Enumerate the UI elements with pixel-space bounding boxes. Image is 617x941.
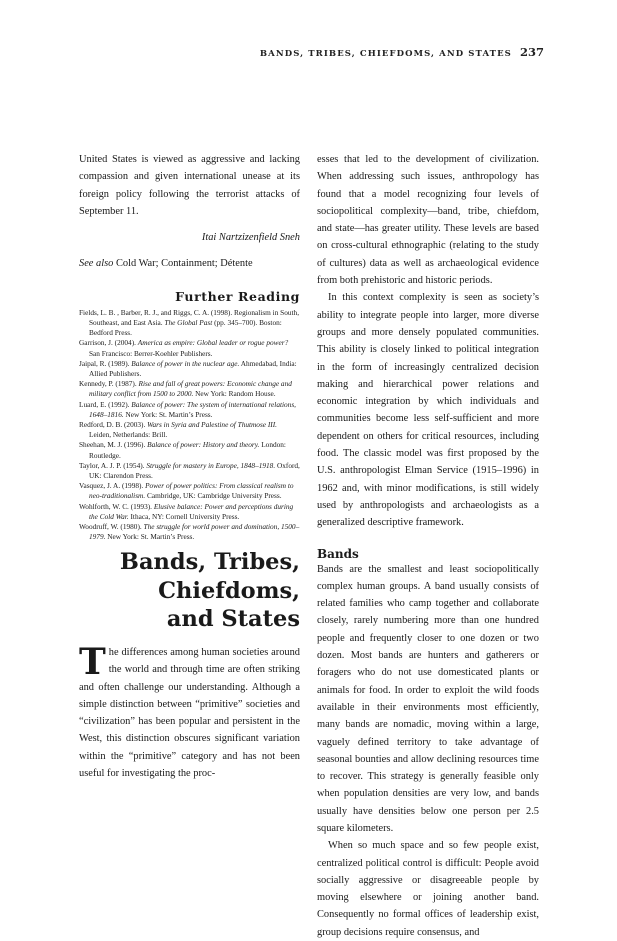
section-heading-bands: Bands [317,546,359,561]
reference-title: Wars in Syria and Palestine of Thutmose III. [147,420,277,430]
reference-authors: Jaipal, R. (1989). [79,358,132,368]
reference-publisher: San Francisco: Berrer-Koehler Publishers. [89,348,213,358]
reference-title: Balance of power: The system of international relations, 1648–1816. [89,399,296,419]
reference-entry [79,379,300,399]
article-title [79,548,300,634]
reference-title: The struggle for world power and domination, 1500–1979. [89,522,300,542]
reference-publisher: (pp. 345–700). Boston: Bedford Press. [89,317,282,338]
reference-publisher: London: Routledge. [89,440,286,460]
reference-title: Rise and fall of great powers: Economic change and military conflict from 1500 to 2000. [89,379,292,399]
body-paragraph: When so much space and so few people exist, centralized political control is difficult: People avoid socially aggressive or disagreeable people by moving elsewhere or joining another band. Consequently no formal offices of leadership exist, group decisions require consensus, and [317,840,539,938]
running-header [260,45,544,59]
intro-paragraph [79,641,300,782]
reference-authors: Kennedy, P. (1987). [79,379,139,389]
reference-title: The Global Past [164,317,213,327]
body-paragraph: In this context complexity is seen as society’s ability to integrate people into larger, more diverse groups and more densely populated communities. This ability is closely linked to political integration in the form of increasingly centralized decision making and hierarchical power relations and economic integration by which individuals and communities become less self-sufficient and more dependent on others for critical resources, including food. The classic model was first proposed by the U.S. anthropologist Elman Service (1915–1996) in 1962 and, with minor modifications, is still widely used by anthropologists and archaeologists as a generalized descriptive framework. [317,292,539,529]
title-line: Chiefdoms, [158,577,300,604]
reference-publisher: Ithaca, NY: Cornell University Press. [128,511,240,521]
reference-publisher: Cambridge, UK: Cambridge University Press. [145,491,282,501]
drop-cap: T [79,641,106,683]
reference-entry [79,400,300,420]
see-also-label: See also [79,258,114,270]
further-reading-title: Further Reading [175,288,300,304]
reference-publisher: Oxford, UK: Clarendon Press. [89,460,300,481]
left-column [79,151,300,542]
title-line: Bands, Tribes, [119,549,300,575]
reference-publisher: Leiden, Netherlands: Brill. [89,430,168,440]
further-reading-list [79,308,300,543]
page-number: 237 [519,45,544,59]
reference-entry [79,522,300,542]
reference-entry [79,308,300,339]
reference-authors: Taylor, A. J. P. (1954). [79,460,147,470]
reference-entry [79,502,300,522]
reference-authors: Wohlforth, W. C. (1993). [79,501,154,511]
reference-publisher: Ahmedabad, India: Allied Publishers. [89,358,297,378]
reference-authors: Fields, L. B. , Barber, R. J., and Riggs, C. A. (1998). Regionalism in South, Southeast, and East Asia. [79,307,300,327]
reference-entry [79,338,300,358]
running-title: BANDS, TRIBES, CHIEFDOMS, AND STATES [259,49,512,59]
body-paragraph: Bands are the smallest and least sociopolitically complex human groups. A band usually consists of related families who camp together and collaborate closely, rarely numbering more than one hundred people and frequently closer to one dozen or two dozen. Most bands are hunters and gatherers or foragers who do not use domesticated plants or animals for food. In order to exploit the wild foods available in their environments most efficiently, many bands are nomadic, moving within a large, vaguely defined territory to take advantage of seasonal bounties and allow declining resources time to recover. This strategy is generally feasible only when population densities are very low, and bands usually have densities below one person per 2.5 square kilometers. [317,563,539,834]
reference-entry [79,420,300,440]
reference-title: Elusive balance: Power and perceptions during the Cold War. [89,501,294,521]
body-paragraph: esses that led to the development of civilization. When addressing such issues, anthropology has found that a model recognizing four levels of sociopolitical complexity—band, tribe, chiefdom, and state—has greater utility. These levels are based on cross-cultural ethnographic (relating to the study of cultures) data as well as archaeological evidence from both prehistoric and historic periods. [317,154,539,287]
see-also-links: Cold War; Containment; Détente [115,258,253,270]
title-line: and States [166,606,300,632]
reference-publisher: New York: St. Martin’s Press. [123,409,213,419]
reference-title: Struggle for mastery in Europe, 1848–1918. [146,460,276,470]
right-column [317,151,539,941]
reference-entry [79,481,300,501]
reference-entry [79,440,300,460]
reference-authors: Redford, D. B. (2003). [79,420,148,430]
reference-authors: Luard, E. (1992). [79,399,132,409]
reference-publisher: New York: St. Martin’s Press. [105,532,195,542]
reference-authors: Vasquez, J. A. (1998). [79,481,146,491]
reference-authors: Sheehan, M. J. (1996). [79,440,148,450]
see-also [79,255,300,272]
reference-authors: Garrison, J. (2004). [79,338,138,348]
reference-authors: Woodruff, W. (1980). [79,522,144,532]
reference-publisher: New York: Random House. [193,389,276,399]
reference-entry [79,359,300,379]
intro-text: he differences among human societies around the world and through time are often striking and often challenge our understanding. Although a simple distinction between “primitive” societies and “civilization” has been popular and persistent in the West, this distinction obscures significant variation within the “primitive” category and has not been useful for investigating the proc- [79,647,300,780]
reference-title: America as empire: Global leader or rogue power? [137,338,289,348]
reference-title: Power of power politics: From classical realism to neo-traditionalism. [89,481,294,501]
reference-entry [79,461,300,481]
reference-title: Balance of power: History and theory. [147,440,260,450]
author-signature: Itai Nartzizenfield Sneh [201,232,300,244]
reference-title: Balance of power in the nuclear age. [131,358,240,368]
continued-paragraph: United States is viewed as aggressive and lacking compassion and given international unease at its foreign policy following the terrorist attacks of September 11. [79,154,300,217]
